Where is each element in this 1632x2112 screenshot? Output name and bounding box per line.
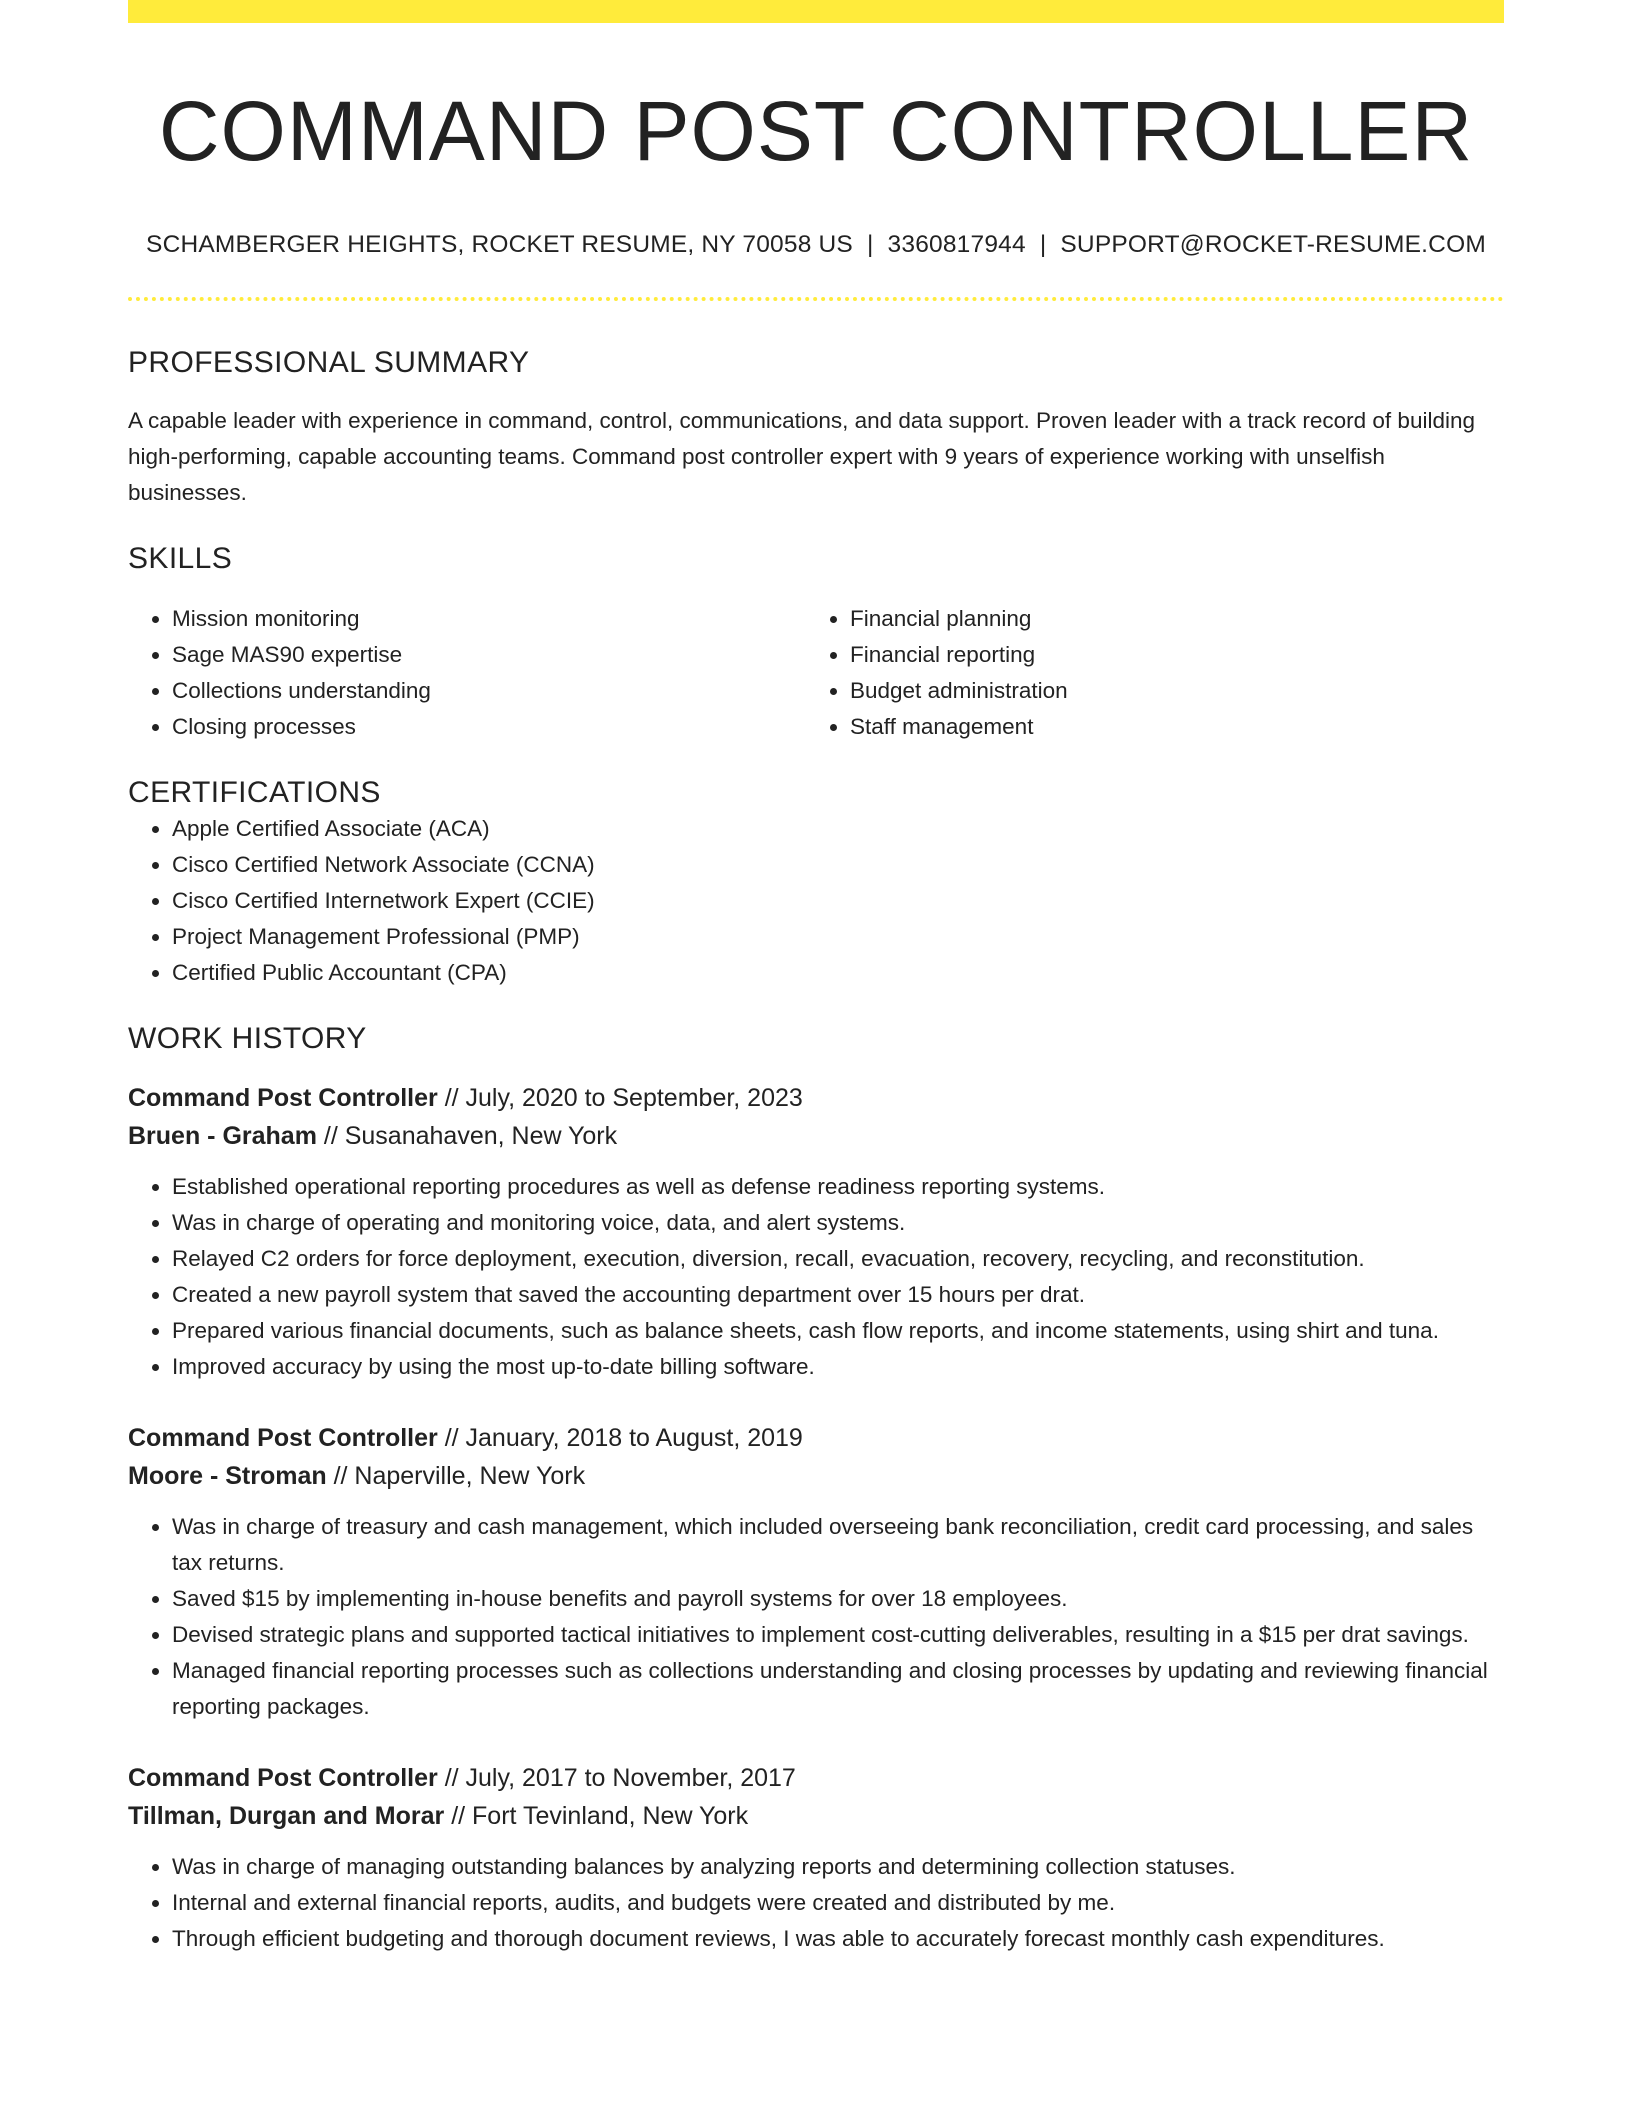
- job-bullets: [128, 1169, 1504, 1385]
- skill-item: • Mission monitoring: [172, 601, 806, 637]
- job-location: // Fort Tevinland, New York: [444, 1802, 749, 1831]
- skills-column-left: [128, 601, 806, 745]
- certification-item: • Certified Public Accountant (CPA): [172, 955, 1504, 991]
- skill-item: • Financial planning: [850, 601, 1484, 637]
- job-company-line: [128, 1457, 1504, 1495]
- skills-column-right: [806, 601, 1484, 745]
- certifications-heading: CERTIFICATIONS: [128, 776, 381, 810]
- job-location: // Susanahaven, New York: [316, 1122, 618, 1151]
- job-bullet: • Was in charge of managing outstanding balances by analyzing reports and determining collection statuses.: [172, 1849, 1504, 1885]
- skill-item: • Sage MAS90 expertise: [172, 637, 806, 673]
- job-location: // Naperville, New York: [326, 1462, 586, 1491]
- summary-text: A capable leader with experience in command, control, communications, and data support. Proven leader with a track record of building high-performing, capable accounting teams. Command post controller expert with 9 years of experience working with unselfish businesses.: [128, 408, 1475, 506]
- job-bullet: • Improved accuracy by using the most up-to-date billing software.: [172, 1349, 1504, 1385]
- certification-item: • Project Management Professional (PMP): [172, 919, 1504, 955]
- job-bullet: • Internal and external financial reports, audits, and budgets were created and distributed by me.: [172, 1885, 1504, 1921]
- certifications-list: [128, 811, 1504, 991]
- skill-item: • Budget administration: [850, 673, 1484, 709]
- skill-item: • Collections understanding: [172, 673, 806, 709]
- job-title-line: [128, 1079, 1504, 1117]
- dotted-divider: [128, 297, 1504, 301]
- job-bullet: • Prepared various financial documents, such as balance sheets, cash flow reports, and income statements, using shirt and tuna.: [172, 1313, 1504, 1349]
- top-accent-bar: [128, 0, 1504, 23]
- job-role: Command Post Controller: [128, 1424, 438, 1453]
- job-bullet: • Relayed C2 orders for force deployment, execution, diversion, recall, evacuation, recovery, recycling, and reconstitution.: [172, 1241, 1504, 1277]
- job-dates: // January, 2018 to August, 2019: [437, 1424, 803, 1453]
- skills-grid: [128, 601, 1504, 745]
- job-entry: [128, 1079, 1504, 1385]
- job-company-line: [128, 1117, 1504, 1155]
- job-bullets: [128, 1849, 1504, 1957]
- job-company: Bruen - Graham: [128, 1122, 317, 1151]
- job-bullet: • Devised strategic plans and supported tactical initiatives to implement cost-cutting deliverables, resulting in a $15 per drat savings.: [172, 1617, 1504, 1653]
- work-history-heading: WORK HISTORY: [128, 1022, 367, 1056]
- job-bullets: [128, 1509, 1504, 1725]
- job-company: Tillman, Durgan and Morar: [128, 1802, 445, 1831]
- certification-item: • Cisco Certified Network Associate (CCNA): [172, 847, 1504, 883]
- contact-separator: |: [866, 231, 874, 259]
- contact-address: SCHAMBERGER HEIGHTS, ROCKET RESUME, NY 70058 US: [146, 231, 853, 259]
- job-title-line: [128, 1759, 1504, 1797]
- job-bullet: • Managed financial reporting processes such as collections understanding and closing processes by updating and reviewing financial reporting packages.: [172, 1653, 1504, 1725]
- skills-heading: SKILLS: [128, 542, 233, 576]
- resume-name: COMMAND POST CONTROLLER: [158, 84, 1474, 178]
- skill-item: • Closing processes: [172, 709, 806, 745]
- job-company-line: [128, 1797, 1504, 1835]
- job-dates: // July, 2020 to September, 2023: [437, 1084, 803, 1113]
- job-bullet: • Saved $15 by implementing in-house benefits and payroll systems for over 18 employees.: [172, 1581, 1504, 1617]
- job-role: Command Post Controller: [128, 1764, 438, 1793]
- skills-list-right: [806, 601, 1484, 745]
- contact-separator: |: [1039, 231, 1047, 259]
- job-title-line: [128, 1419, 1504, 1457]
- summary-heading: PROFESSIONAL SUMMARY: [128, 346, 530, 380]
- job-entry: [128, 1759, 1504, 1957]
- skill-item: • Staff management: [850, 709, 1484, 745]
- contact-phone: 3360817944: [887, 231, 1026, 259]
- resume-page: [128, 0, 1504, 1957]
- job-bullet: • Established operational reporting procedures as well as defense readiness reporting systems.: [172, 1169, 1504, 1205]
- job-bullet: • Was in charge of treasury and cash management, which included overseeing bank reconciliation, credit card processing, and sales tax returns.: [172, 1509, 1504, 1581]
- skills-list-left: [128, 601, 806, 745]
- job-bullet: • Was in charge of operating and monitoring voice, data, and alert systems.: [172, 1205, 1504, 1241]
- job-dates: // July, 2017 to November, 2017: [437, 1764, 796, 1793]
- job-entry: [128, 1419, 1504, 1725]
- job-bullet: • Created a new payroll system that saved the accounting department over 15 hours per drat.: [172, 1277, 1504, 1313]
- certification-item: • Cisco Certified Internetwork Expert (CCIE): [172, 883, 1504, 919]
- job-company: Moore - Stroman: [128, 1462, 327, 1491]
- job-bullet: • Through efficient budgeting and thorough document reviews, I was able to accurately forecast monthly cash expenditures.: [172, 1921, 1504, 1957]
- certification-item: • Apple Certified Associate (ACA): [172, 811, 1504, 847]
- job-role: Command Post Controller: [128, 1084, 438, 1113]
- contact-email: SUPPORT@ROCKET-RESUME.COM: [1060, 231, 1486, 259]
- contact-line: [128, 229, 1504, 261]
- skill-item: • Financial reporting: [850, 637, 1484, 673]
